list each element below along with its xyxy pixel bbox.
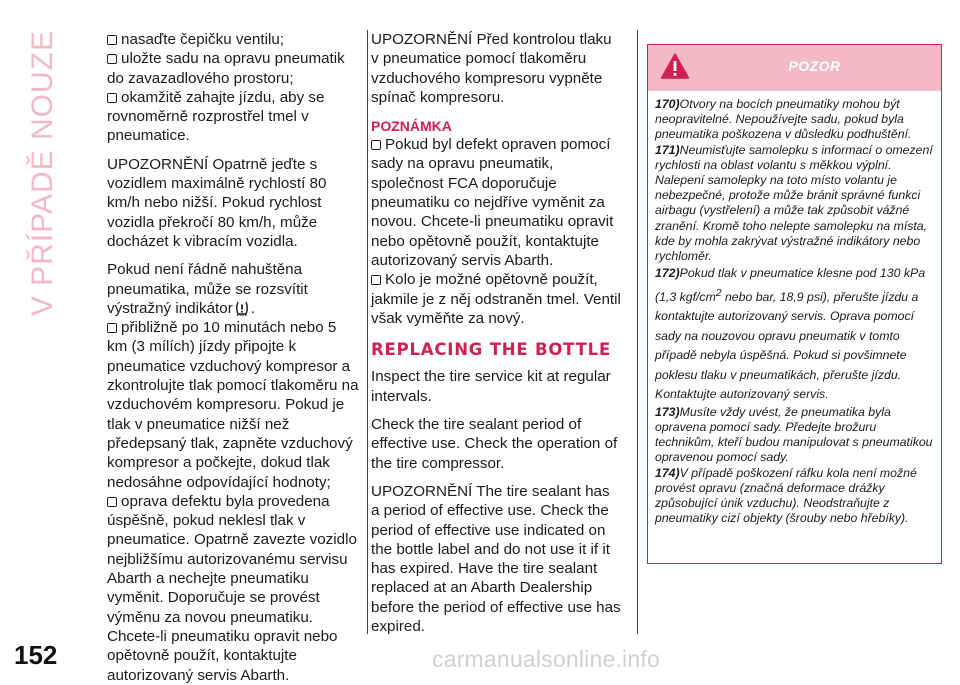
- page-number: 152: [14, 640, 58, 670]
- checkbox-bullet-icon: [107, 35, 117, 45]
- tire-pressure-warning-icon: [235, 300, 249, 316]
- warning-item: 172)Pokud tlak v pneumatice klesne pod 130 kPa (1,3 kgf/$cm^2$ nebo bar, 18,9 psi), přerušte jízdu a kontaktujte autorizovaný servis. Oprava pomocí sady na nouzovou opravu pneumatik v tomto případě nebyla úspěšná. Pokud si povšimnete poklesu tlaku v pneumatikách, přerušte jízdu. Kontaktujte autorizovaný servis.: [655, 266, 926, 402]
- bullet-item: okamžitě zahajte jízdu, aby se rovnoměrně rozprostřel tmel v pneumatice.: [107, 88, 325, 145]
- warning-header: [648, 45, 941, 91]
- warning-item: 174)V případě poškození ráfku kola není možné provést opravu (značná deformace drážky způsobující únik vzduchu). Neodstraňujte z pneumatiky cizí objekty (šrouby nebo hřebíky).: [655, 465, 917, 526]
- column-divider: [637, 30, 638, 634]
- column-divider: [367, 30, 368, 634]
- bullet-item: uložte sadu na opravu pneumatik do zavazadlového prostoru;: [107, 50, 345, 87]
- warning-item: 171)Neumisťujte samolepku s informací o omezení rychlosti na oblast volantu s měkkou výplní. Nalepení samolepky na toto místo volantu je nebezpečné, protože může bránit správné funkci airbagu (vystřelení) a může tak způsobit vážné zranění. Kromě toho nelepte samolepku na místa, kde by mohla zakrývat výstražné indikátory nebo rychloměr.: [655, 142, 933, 264]
- warning-item: 170)Otvory na bocích pneumatiky mohou být neopravitelné. Nepoužívejte sadu, pokud byla pneumatika poškozena v důsledku podhuštění.: [655, 97, 912, 142]
- paragraph: Inspect the tire service kit at regular intervals.: [371, 368, 611, 405]
- text-column-1: [107, 30, 359, 685]
- checkbox-bullet-icon: [371, 275, 381, 285]
- checkbox-bullet-icon: [107, 497, 117, 507]
- watermark: carmanualsonline.info: [432, 646, 660, 672]
- text-column-2: [371, 30, 621, 636]
- bullet-item: Pokud byl defekt opraven pomocí sady na opravu pneumatik, společnost FCA doporučuje pneumatiku co nejdříve vyměnit za novou. Chcete-li pneumatiku opravit nebo opětovně použít, kontaktujte autorizovaný servis Abarth.: [371, 136, 614, 269]
- warning-triangle-icon: [660, 52, 690, 80]
- bullet-item: nasaďte čepičku ventilu;: [107, 30, 359, 49]
- caution-paragraph: UPOZORNĚNÍ Opatrně jeďte s vozidlem maximálně rychlostí 80 km/h nebo nižší. Pokud rychlost vozidla překročí 80 km/h, může docházet k vibracím vozidla.: [107, 155, 327, 250]
- paragraph: Check the tire sealant period of effective use. Check the operation of the tire compressor.: [371, 416, 618, 472]
- checkbox-bullet-icon: [107, 323, 117, 333]
- warning-item: 173)Musíte vždy uvést, že pneumatika byla opravena pomocí sady. Předejte brožuru technikům, kteří budou manipulovat s pneumatikou opravenou pomocí sady.: [655, 404, 933, 465]
- checkbox-bullet-icon: [107, 54, 117, 64]
- caution-paragraph: UPOZORNĚNÍ The tire sealant has a period of effective use. Check the period of effective use indicated on the bottle label and do not use it if it has expired. Have the tire sealant replaced at an Abarth Dealership before the period of effective use has expired.: [371, 482, 621, 636]
- note-heading: POZNÁMKA: [371, 118, 452, 135]
- bullet-item: Kolo je možné opětovně použít, jakmile je z něj odstraněn tmel. Ventil však vyměňte za nový.: [371, 271, 621, 327]
- warning-title: POZOR: [788, 58, 841, 74]
- caution-paragraph: UPOZORNĚNÍ Před kontrolou tlaku v pneumatice pomocí tlakoměru vzduchového kompresoru vypněte spínač kompresoru.: [371, 31, 612, 106]
- checkbox-bullet-icon: [107, 93, 117, 103]
- side-section-title: V PŘÍPADĚ NOUZE: [26, 30, 59, 317]
- section-heading: REPLACING THE BOTTLE: [371, 340, 612, 360]
- bullet-item: oprava defektu byla provedena úspěšně, pokud neklesl tlak v pneumatice. Opatrně zavezte vozidlo nejbližšímu autorizovanému servisu Abarth a nechejte pneumatiku vyměnit. Doporučuje se provést výměnu za novou pneumatiku. Chcete-li pneumatiku opravit nebo opětovně použít, kontaktujte autorizovaný servis Abarth.: [107, 492, 357, 684]
- warning-box: [647, 44, 942, 564]
- paragraph: Pokud není řádně nahuštěna pneumatika, může se rozsvítit výstražný indikátor .: [107, 261, 308, 317]
- checkbox-bullet-icon: [371, 140, 381, 150]
- warning-body: [648, 91, 941, 526]
- bullet-item: přibližně po 10 minutách nebo 5 km (3 mílích) jízdy připojte k pneumatice vzduchový kompresor a zkontrolujte tlak pomocí tlakoměru na vzduchovém kompresoru. Pokud je tlak v pneumatice nižší než předepsaný tlak, zapněte vzduchový kompresor a počkejte, dokud tlak nedosáhne odpovídající hodnoty;: [107, 319, 359, 491]
